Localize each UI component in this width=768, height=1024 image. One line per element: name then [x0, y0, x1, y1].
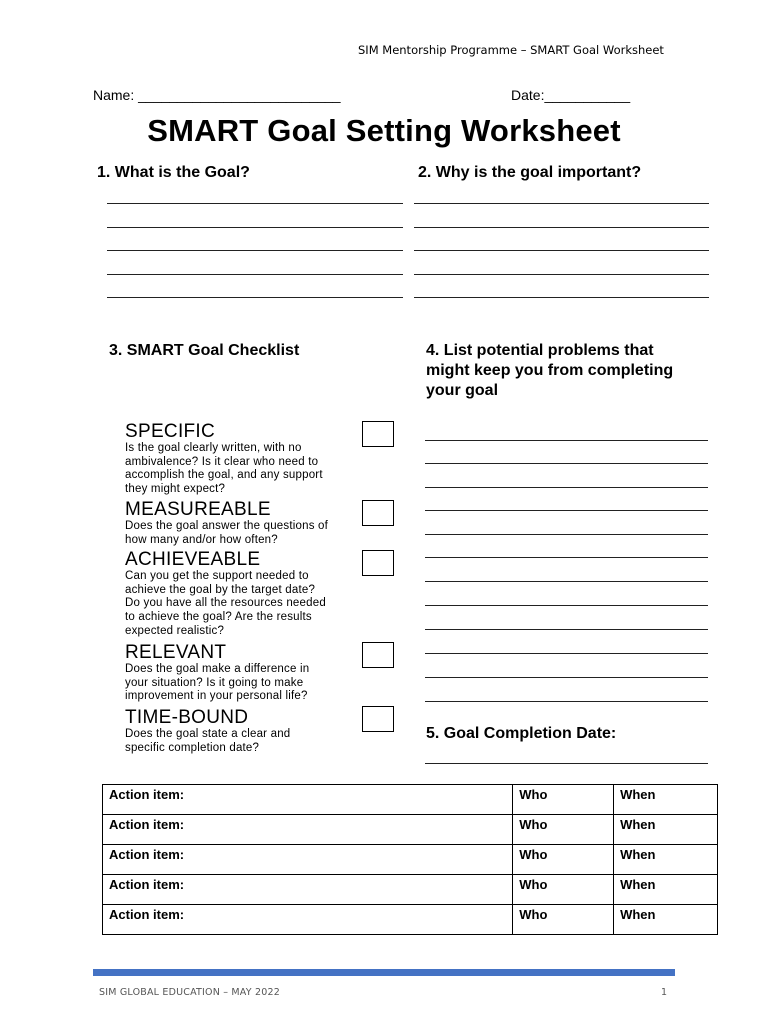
why-heading: 2. Why is the goal important? [418, 164, 642, 181]
problems-heading-line: your goal [426, 382, 499, 399]
action-item-cell[interactable]: Action item: [103, 785, 513, 815]
why-line[interactable] [414, 274, 709, 275]
checklist-measureable [125, 500, 328, 547]
desc-line: Does the goal answer the questions of [125, 520, 329, 532]
problem-line[interactable] [425, 463, 708, 464]
completion-heading: 5. Goal Completion Date: [426, 725, 617, 742]
checklist-title: TIME-BOUND [125, 707, 249, 728]
action-item-cell[interactable]: Action item: [103, 875, 513, 905]
desc-line: Can you get the support needed to [125, 570, 309, 582]
desc-line: how many and/or how often? [125, 533, 278, 546]
who-cell[interactable]: Who [513, 785, 614, 815]
problem-line[interactable] [425, 605, 708, 606]
table-row [103, 905, 718, 935]
desc-line: ambivalence? Is it clear who need to [125, 455, 319, 468]
problem-line[interactable] [425, 440, 708, 441]
table-row [103, 875, 718, 905]
checklist-desc [125, 442, 323, 497]
desc-line: Does the goal make a difference in [125, 663, 310, 675]
desc-line: Is the goal clearly written, with no [125, 442, 302, 454]
page-number: 1 [661, 987, 668, 998]
checklist-heading: 3. SMART Goal Checklist [109, 342, 300, 359]
programme-header: SIM Mentorship Programme – SMART Goal Worksheet [358, 43, 664, 57]
why-line[interactable] [414, 203, 709, 204]
action-item-cell[interactable]: Action item: [103, 905, 513, 935]
table-row [103, 845, 718, 875]
why-line[interactable] [414, 297, 709, 298]
problems-heading-line: 4. List potential problems that [426, 342, 654, 359]
checklist-title: RELEVANT [125, 642, 227, 663]
specific-checkbox[interactable] [362, 421, 394, 447]
table-row [103, 785, 718, 815]
desc-line: improvement in your personal life? [125, 690, 308, 703]
why-line[interactable] [414, 227, 709, 228]
date-field[interactable]: Date:___________ [511, 87, 631, 103]
when-cell[interactable]: When [614, 845, 718, 875]
problems-heading [426, 341, 673, 401]
achieveable-checkbox[interactable] [362, 550, 394, 576]
checklist-achieveable [125, 550, 326, 639]
who-cell[interactable]: Who [513, 845, 614, 875]
problem-line[interactable] [425, 534, 708, 535]
checklist-title: ACHIEVEABLE [125, 549, 261, 570]
when-cell[interactable]: When [614, 785, 718, 815]
table-row [103, 815, 718, 845]
when-cell[interactable]: When [614, 905, 718, 935]
goal-line[interactable] [107, 227, 403, 228]
problem-line[interactable] [425, 653, 708, 654]
action-table [102, 784, 718, 935]
checklist-specific [125, 422, 323, 497]
checklist-desc [125, 728, 290, 755]
problem-line[interactable] [425, 677, 708, 678]
checklist-desc [125, 570, 326, 639]
footer-bar [93, 969, 675, 976]
desc-line: Does the goal state a clear and [125, 728, 291, 740]
desc-line: your situation? Is it going to make [125, 676, 304, 689]
checklist-relevant [125, 643, 309, 704]
when-cell[interactable]: When [614, 815, 718, 845]
when-cell[interactable]: When [614, 875, 718, 905]
problem-line[interactable] [425, 557, 708, 558]
name-field[interactable]: Name: __________________________ [93, 87, 341, 103]
problems-heading-line: might keep you from completing [426, 362, 674, 379]
who-cell[interactable]: Who [513, 905, 614, 935]
goal-line[interactable] [107, 274, 403, 275]
goal-heading: 1. What is the Goal? [97, 164, 250, 181]
problem-line[interactable] [425, 581, 708, 582]
checklist-desc [125, 663, 309, 704]
desc-line: to achieve the goal? Are the results [125, 611, 312, 624]
checklist-desc [125, 520, 328, 547]
checklist-title: MEASUREABLE [125, 499, 271, 520]
relevant-checkbox[interactable] [362, 642, 394, 668]
desc-line: they might expect? [125, 483, 226, 496]
desc-line: Do you have all the resources needed [125, 597, 326, 610]
action-item-cell[interactable]: Action item: [103, 815, 513, 845]
time-bound-checkbox[interactable] [362, 706, 394, 732]
checklist-title: SPECIFIC [125, 421, 216, 442]
who-cell[interactable]: Who [513, 875, 614, 905]
desc-line: specific completion date? [125, 741, 260, 754]
problem-line[interactable] [425, 629, 708, 630]
goal-line[interactable] [107, 203, 403, 204]
goal-line[interactable] [107, 250, 403, 251]
action-item-cell[interactable]: Action item: [103, 845, 513, 875]
who-cell[interactable]: Who [513, 815, 614, 845]
footer-text: SIM GLOBAL EDUCATION – MAY 2022 [99, 987, 280, 998]
checklist-time-bound [125, 708, 290, 755]
page-title: SMART Goal Setting Worksheet [147, 113, 621, 148]
problem-line[interactable] [425, 701, 708, 702]
problem-line[interactable] [425, 487, 708, 488]
measureable-checkbox[interactable] [362, 500, 394, 526]
desc-line: achieve the goal by the target date? [125, 583, 316, 596]
problem-line[interactable] [425, 510, 708, 511]
completion-date-line[interactable] [425, 763, 708, 764]
why-line[interactable] [414, 250, 709, 251]
goal-line[interactable] [107, 297, 403, 298]
desc-line: accomplish the goal, and any support [125, 469, 323, 482]
desc-line: expected realistic? [125, 624, 225, 637]
